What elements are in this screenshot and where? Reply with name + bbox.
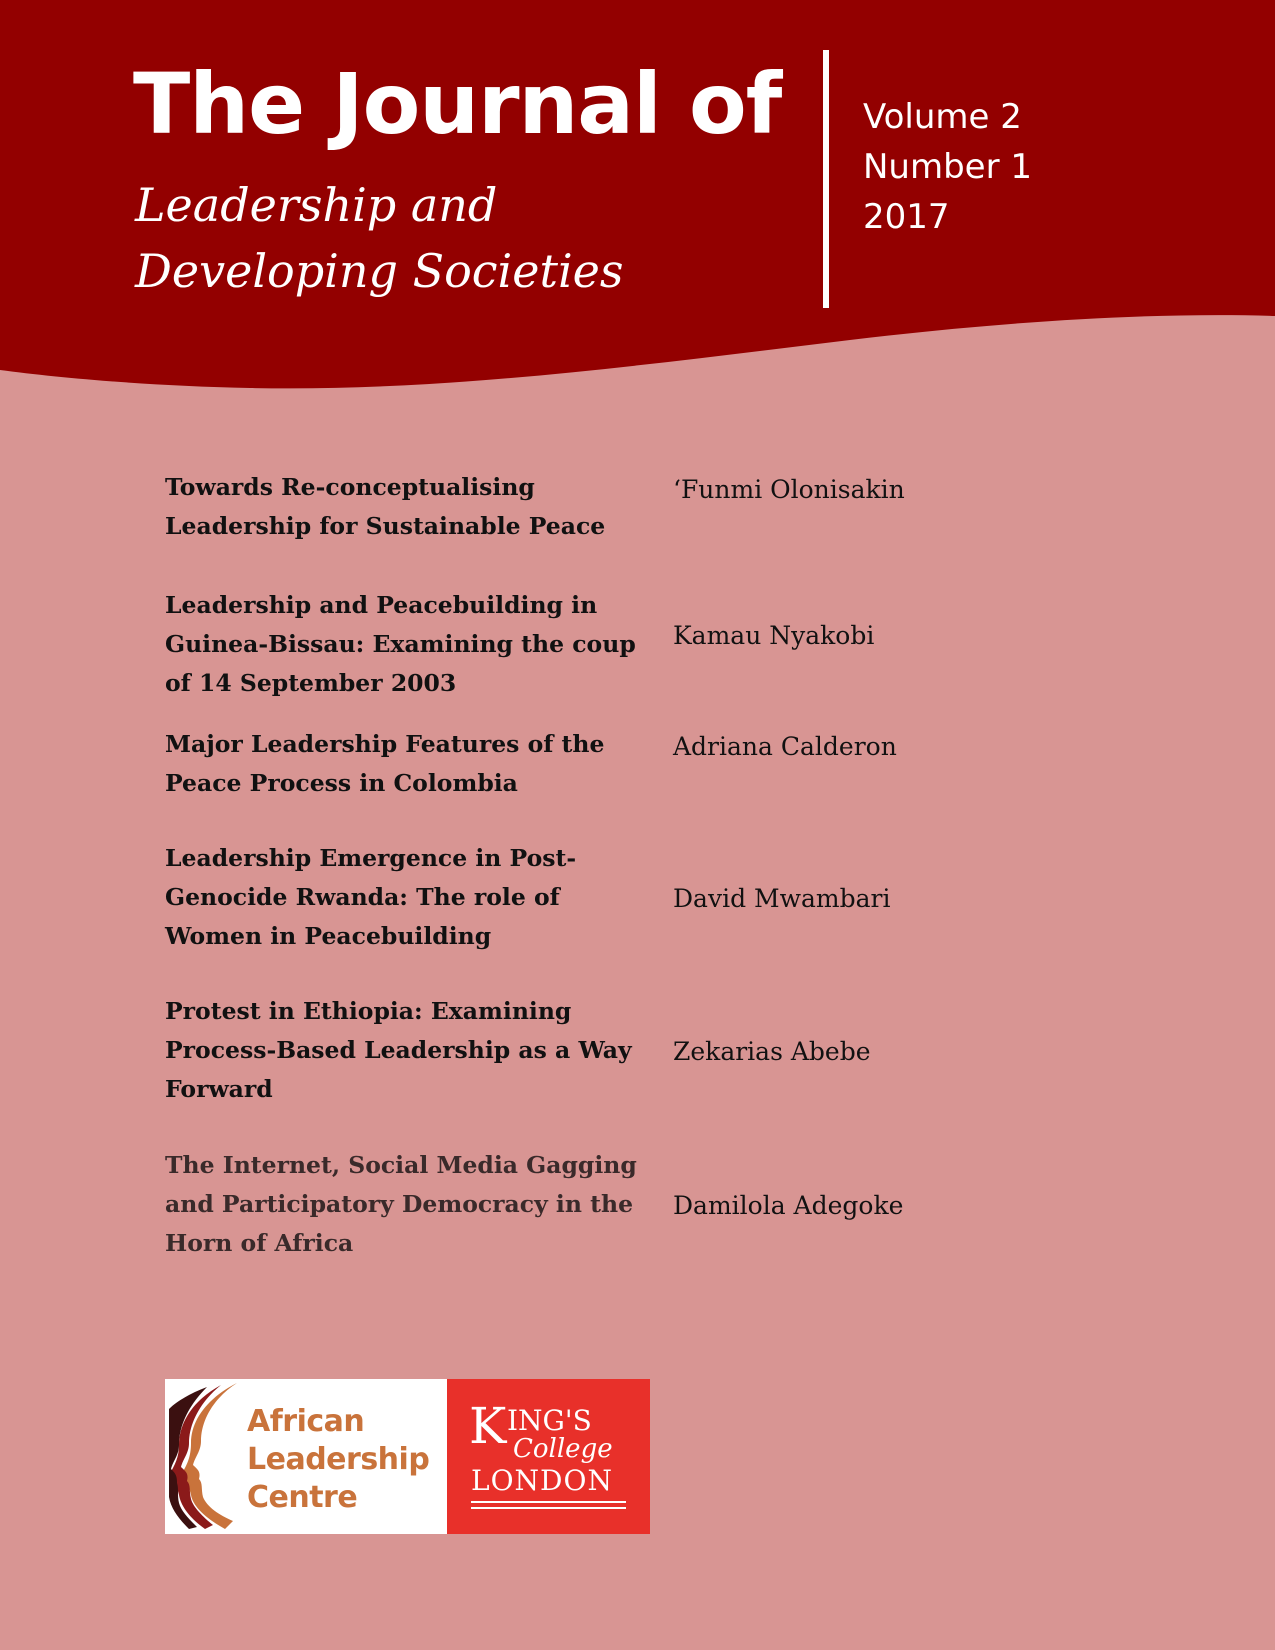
article-title[interactable]: Major Leadership Features of the Peace Process in Colombia: [165, 730, 605, 797]
article-title[interactable]: The Internet, Social Media Gagging and Participatory Democracy in the Horn of Africa: [165, 1151, 637, 1257]
article-title[interactable]: Leadership and Peacebuilding in Guinea-Bissau: Examining the coup of 14 September 2003: [165, 591, 636, 697]
alc-wordmark: [247, 1403, 429, 1517]
article-author: ‘Funmi Olonisakin: [673, 475, 905, 504]
header-divider: [823, 50, 829, 308]
kcl-rule: [471, 1501, 626, 1503]
sponsor-logos: [165, 1379, 650, 1534]
article-author: Kamau Nyakobi: [673, 621, 875, 650]
alc-line: Leadership: [247, 1442, 430, 1477]
kcl-rule: [471, 1507, 626, 1509]
article-author: Damilola Adegoke: [673, 1191, 904, 1220]
article-title[interactable]: Protest in Ethiopia: Examining Process-Based Leadership as a Way Forward: [165, 997, 632, 1103]
journal-subtitle: Leadership and Developing Societies: [135, 178, 624, 298]
african-leadership-centre-logo: [165, 1379, 447, 1534]
kcl-college: College: [513, 1434, 613, 1464]
kcl-k: K: [469, 1397, 507, 1455]
number-label: Number 1: [863, 147, 1033, 187]
year-label: 2017: [863, 197, 950, 237]
issue-info: [863, 92, 1032, 242]
article-author: Zekarias Abebe: [673, 1037, 871, 1066]
article-title[interactable]: Leadership Emergence in Post-Genocide Rwanda: The role of Women in Peacebuilding: [165, 844, 577, 950]
profile-silhouettes-icon: [167, 1379, 247, 1534]
volume-label: Volume 2: [863, 97, 1022, 137]
kcl-london: LONDON: [471, 1464, 613, 1497]
kcl-ings: ING'S: [507, 1404, 592, 1437]
article-author: David Mwambari: [673, 884, 891, 913]
article-title[interactable]: Towards Re-conceptualising Leadership for Sustainable Peace: [165, 473, 606, 540]
alc-line: African: [247, 1404, 365, 1439]
alc-line: Centre: [247, 1480, 358, 1515]
kings-college-london-logo: [447, 1379, 650, 1534]
article-author: Adriana Calderon: [673, 732, 897, 761]
journal-title: The Journal of: [133, 55, 782, 153]
